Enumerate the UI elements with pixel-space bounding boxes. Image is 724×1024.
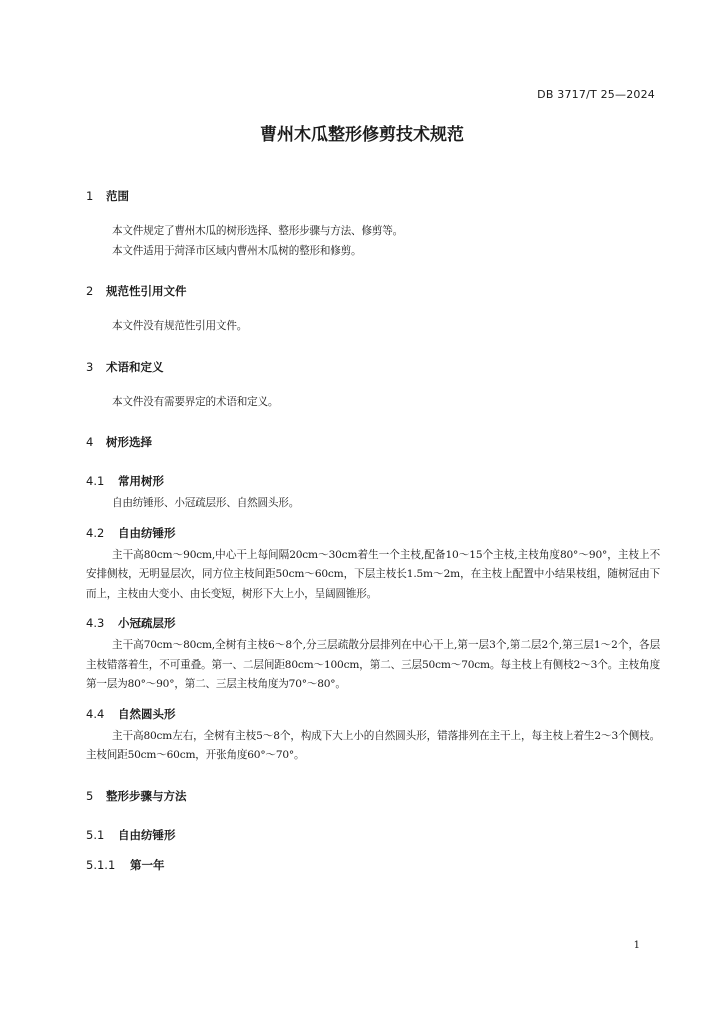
section-number: 1: [86, 189, 94, 203]
paragraph: 本文件没有需要界定的术语和定义。: [112, 395, 279, 408]
paragraph: 主干高80cm～90cm,中心干上每间隔20cm～30cm着生一个主枝,配备10～15个主枝,主枝角度80°～90°，主枝上不安排侧枝，无明显层次，同方位主枝间距50cm～60cm，下层主枝长1.5m～2m，在主枝上配置中小结果枝组，随树冠由下而上，主枝由大变小、由长变短，树形下大上小，呈阔圆锥形。: [86, 548, 660, 600]
subsection-heading-5-1-1: [86, 852, 660, 878]
subsection-heading-4-2: [86, 520, 660, 546]
section-number: 4: [86, 435, 94, 449]
section-number: 3: [86, 359, 94, 374]
section-number: 4.4: [86, 706, 105, 721]
paragraph: 主干高70cm～80cm,全树有主枝6～8个,分三层疏散分层排列在中心干上,第一层3个,第二层2个,第三层1～2个，各层主枝错落着生，不可重叠。第一、二层间距80cm～100cm，第二、三层50cm～70cm。每主枝上有侧枝2～3个。主枝角度第一层为80°～90°，第二、三层主枝角度为70°～80°。: [86, 639, 660, 690]
paragraph: 自由纺锤形、小冠疏层形、自然圆头形。: [112, 497, 300, 509]
section-title: 规范性引用文件: [106, 284, 187, 298]
section-heading-4: [86, 428, 660, 456]
subsection-heading-4-4: [86, 701, 660, 727]
section-title: 范围: [106, 189, 129, 203]
section-heading-3: [86, 353, 660, 381]
subsection-heading-4-1: [86, 468, 660, 494]
section-title: 自由纺锤形: [118, 525, 176, 540]
section-number: 5: [86, 788, 94, 803]
page-number: 1: [633, 940, 640, 951]
section-number: 4.3: [86, 616, 105, 630]
section-title: 整形步骤与方法: [106, 788, 187, 803]
section-title: 自然圆头形: [118, 706, 176, 721]
document-title: 曹州木瓜整形修剪技术规范: [260, 125, 464, 145]
paragraph: 主干高80cm左右，全树有主枝5～8个，构成下大上小的自然圆头形，错落排列在主干上，每主枝上着生2～3个侧枝。主枝间距50cm～60cm，开张角度60°～70°。: [86, 729, 660, 761]
section-number: 4.2: [86, 525, 105, 540]
section-title: 小冠疏层形: [118, 616, 176, 630]
subsection-heading-4-3: [86, 610, 660, 636]
section-number: 2: [86, 284, 94, 298]
standard-code: DB 3717/T 25—2024: [537, 88, 655, 101]
section-title: 第一年: [130, 857, 165, 872]
section-title: 术语和定义: [106, 359, 164, 374]
paragraph: 本文件规定了曹州木瓜的树形选择、整形步骤与方法、修剪等。: [112, 225, 404, 237]
section-title: 自由纺锤形: [118, 827, 176, 842]
section-title: 树形选择: [106, 435, 152, 449]
section-heading-5: [86, 782, 660, 810]
section-heading-2: [86, 277, 660, 305]
document-body: [86, 182, 660, 878]
section-number: 5.1: [86, 827, 105, 842]
paragraph: 本文件没有规范性引用文件。: [112, 320, 248, 332]
section-heading-1: [86, 182, 660, 210]
section-title: 常用树形: [118, 474, 164, 488]
subsection-heading-5-1: [86, 822, 660, 848]
paragraph: 本文件适用于菏泽市区域内曹州木瓜树的整形和修剪。: [112, 244, 362, 257]
section-number: 4.1: [86, 474, 105, 488]
section-number: 5.1.1: [86, 857, 116, 872]
